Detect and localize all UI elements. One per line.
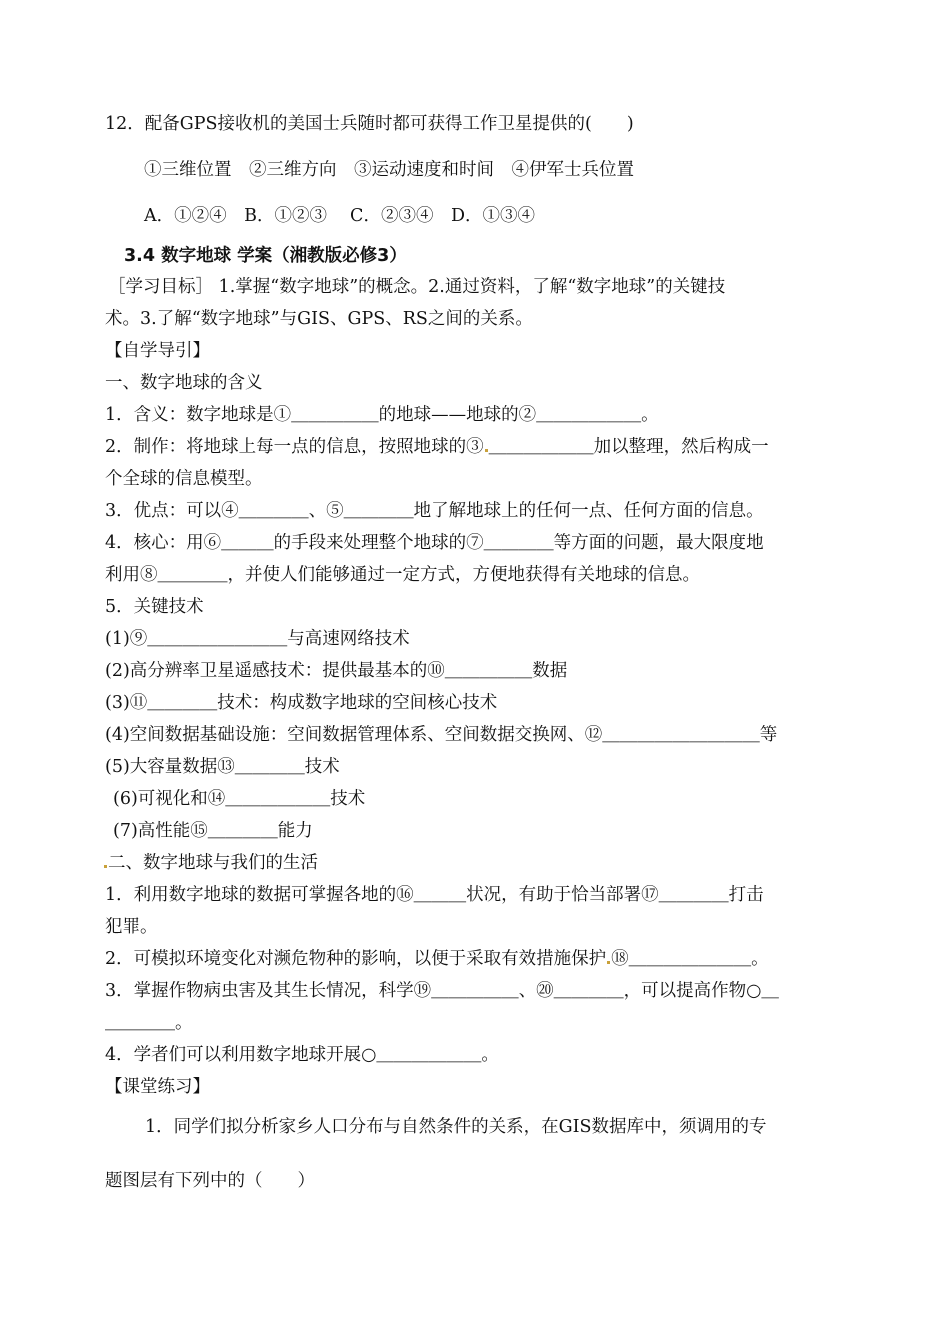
s2-line-3a: 3．掌握作物病虫害及其生长情况，科学⑲＿＿＿＿＿、⑳＿＿＿＿，可以提高作物○＿ (105, 981, 779, 1001)
s1-line-5: 5．关键技术 (105, 597, 204, 617)
s1-line-4a: 4．核心：用⑥＿＿＿的手段来处理整个地球的⑦＿＿＿＿等方面的问题，最大限度地 (105, 533, 764, 553)
section-1-heading: 一、数字地球的含义 (105, 373, 263, 393)
key-tech-4: (4)空间数据基础设施：空间数据管理体系、空间数据交换网、⑫＿＿＿＿＿＿＿＿＿等 (105, 725, 778, 745)
s2-line-1b: 犯罪。 (105, 917, 158, 937)
objectives-line-2: 术。3.了解“数字地球”与GIS、GPS、RS之间的关系。 (105, 309, 533, 329)
ink-mark (104, 865, 107, 868)
s1-line-2a-pre: 2．制作：将地球上每一点的信息，按照地球的③ (105, 437, 484, 457)
key-tech-7: (7)高性能⑮＿＿＿＿能力 (113, 821, 313, 841)
ink-mark (485, 449, 488, 452)
practice-heading: 【课堂练习】 (105, 1077, 210, 1097)
key-tech-6: (6)可视化和⑭＿＿＿＿＿＿技术 (113, 789, 366, 809)
question-12: 12．配备GPS接收机的美国士兵随时都可获得工作卫星提供的( ) (105, 114, 634, 134)
section-title: 3.4 数字地球 学案（湘教版必修3） (124, 246, 407, 266)
section-2-heading-text: 二、数字地球与我们的生活 (108, 853, 318, 873)
key-tech-5: (5)大容量数据⑬＿＿＿＿技术 (105, 757, 340, 777)
s2-line-3b: ＿＿＿＿。 (105, 1013, 193, 1033)
s1-line-4b: 利用⑧＿＿＿＿，并使人们能够通过一定方式，方便地获得有关地球的信息。 (105, 565, 700, 585)
s2-line-2-pre: 2．可模拟环境变化对濒危物种的影响，以便于采取有效措施保护 (105, 949, 607, 969)
key-tech-2: (2)高分辨率卫星遥感技术：提供最基本的⑩＿＿＿＿＿数据 (105, 661, 568, 681)
s1-line-1: 1．含义：数字地球是①＿＿＿＿＿的地球——地球的②＿＿＿＿＿＿。 (105, 405, 659, 425)
key-tech-3: (3)⑪＿＿＿＿技术：构成数字地球的空间核心技术 (105, 693, 498, 713)
practice-q1-line-1: 1．同学们拟分析家乡人口分布与自然条件的关系，在GIS数据库中，须调用的专 (145, 1117, 767, 1137)
question-12-options: A．①②④ B．①②③ C．②③④ D．①③④ (144, 206, 535, 226)
s1-line-2a (105, 436, 769, 458)
s2-line-2-post: ⑱＿＿＿＿＿＿＿。 (611, 949, 769, 969)
s2-line-4: 4．学者们可以利用数字地球开展○＿＿＿＿＿＿。 (105, 1045, 499, 1065)
s1-line-2a-post: ＿＿＿＿＿＿加以整理，然后构成一 (488, 437, 769, 457)
s1-line-3: 3．优点：可以④＿＿＿＿、⑤＿＿＿＿地了解地球上的任何一点、任何方面的信息。 (105, 501, 764, 521)
key-tech-1: (1)⑨＿＿＿＿＿＿＿＿与高速网络技术 (105, 629, 410, 649)
s2-line-1a: 1．利用数字地球的数据可掌握各地的⑯＿＿＿状况，有助于恰当部署⑰＿＿＿＿打击 (105, 885, 764, 905)
self-study-heading: 【自学导引】 (105, 341, 210, 361)
practice-q1-line-2: 题图层有下列中的（ ） (105, 1171, 315, 1191)
question-12-items: ①三维位置 ②三维方向 ③运动速度和时间 ④伊军士兵位置 (144, 160, 634, 180)
objectives-line-1: ［学习目标］ 1.掌握“数字地球”的概念。2.通过资料，了解“数字地球”的关键技 (108, 277, 726, 297)
section-2-heading (103, 852, 318, 874)
s1-line-2b: 个全球的信息模型。 (105, 469, 263, 489)
s2-line-2 (105, 948, 769, 970)
ink-mark (607, 961, 610, 964)
